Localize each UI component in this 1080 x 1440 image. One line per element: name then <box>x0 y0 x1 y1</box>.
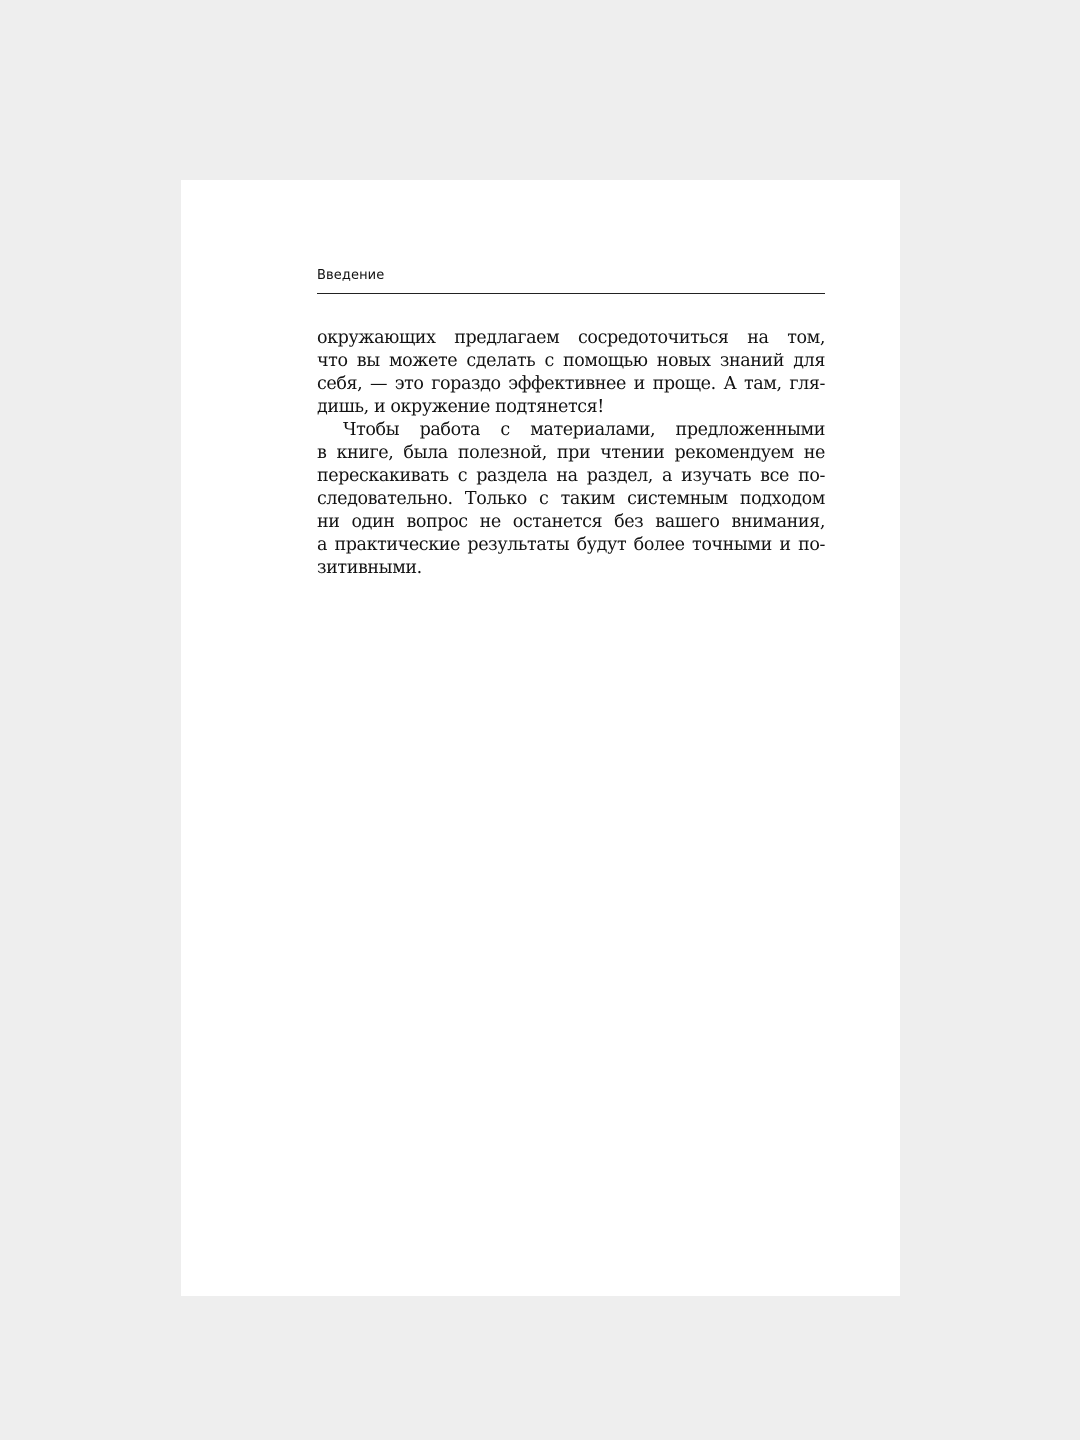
text-line: окружающих предлагаем сосредоточиться на том, <box>317 328 825 348</box>
text-line: дишь, и окружение подтянется! <box>317 397 604 417</box>
header-rule <box>317 293 825 294</box>
text-line: что вы можете сделать с помощью новых знаний для <box>317 351 825 371</box>
text-line: зитивными. <box>317 558 422 578</box>
text-line: себя, — это гораздо эффективнее и проще. А там, гля- <box>317 374 825 394</box>
text-line: Чтобы работа с материалами, предложенными <box>343 420 825 440</box>
text-line: ни один вопрос не останется без вашего внимания, <box>317 512 825 532</box>
body-text <box>317 327 825 580</box>
book-page <box>181 180 900 1296</box>
text-line: а практические результаты будут более точными и по- <box>317 535 825 555</box>
text-line: в книге, была полезной, при чтении рекомендуем не <box>317 443 825 463</box>
text-line: следовательно. Только с таким системным подходом <box>317 489 825 509</box>
running-head: Введение <box>317 268 385 283</box>
text-line: перескакивать с раздела на раздел, а изучать все по- <box>317 466 825 486</box>
